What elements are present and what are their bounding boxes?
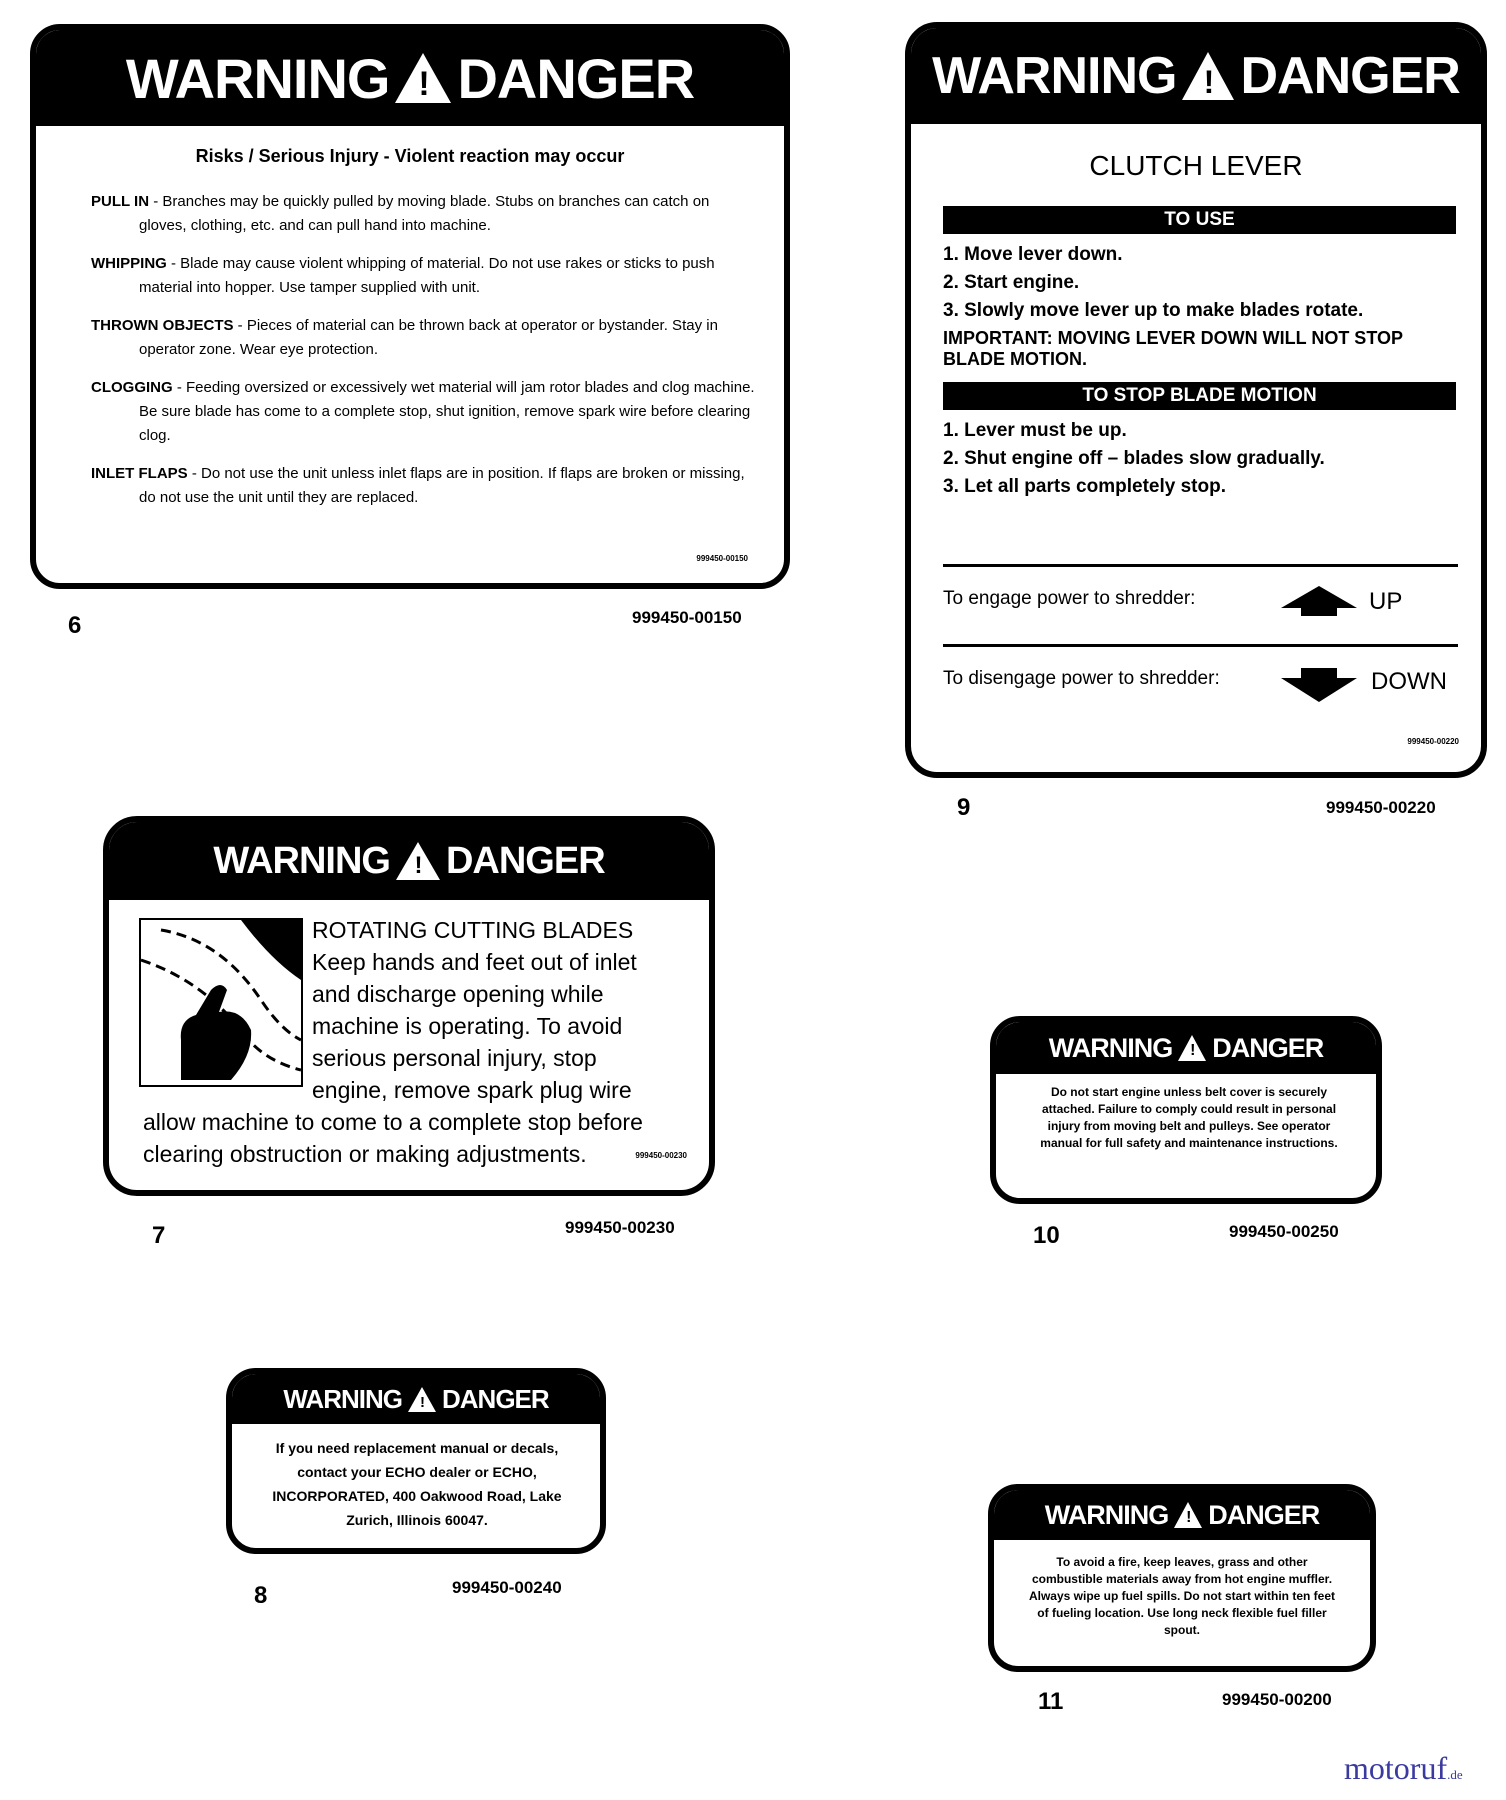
warning-text: WARNING [1048, 1032, 1173, 1063]
watermark-tld: .de [1447, 1767, 1463, 1782]
hazard-item: INLET FLAPS - Do not use the unit unless inlet flaps are in position. If flaps are broken or missing, do not use the unit until they are replaced. [91, 465, 745, 506]
part-number-6: 999450-00150 [632, 608, 742, 627]
watermark-brand: motoruf [1344, 1750, 1448, 1786]
decal-9-code: 999450-00220 [1407, 737, 1459, 746]
decal-11-header [994, 1490, 1370, 1540]
watermark-logo [1344, 1750, 1463, 1787]
decal-7-text-right [312, 914, 637, 1106]
warning-triangle-icon: ! [1182, 52, 1234, 100]
stop-step: 2. Shut engine off – blades slow gradually. [943, 448, 1325, 469]
warning-text: WARNING [1044, 1499, 1169, 1530]
warning-text: WARNING [932, 47, 1177, 105]
decal-10-text: Do not start engine unless belt cover is securely attached. Failure to comply could result in personal injury from moving belt and pulleys. See operator manual for full safety and maintenance instructions. [1040, 1085, 1338, 1150]
hazard-item: CLOGGING - Feeding oversized or excessively wet material will jam rotor blades and clog machine. Be sure blade has come to a complete stop, shut ignition, remove spark wire before clearing clog. [91, 379, 755, 444]
clutch-lever-title: CLUTCH LEVER [1089, 150, 1303, 181]
part-number-7: 999450-00230 [565, 1218, 675, 1237]
decal-11 [988, 1484, 1376, 1672]
text-line: serious personal injury, stop [312, 1045, 597, 1071]
hazard-item: PULL IN - Branches may be quickly pulled by moving blade. Stubs on branches can catch on gloves, clothing, etc. and can pull hand into machine. [91, 193, 710, 234]
text-line: Keep hands and feet out of inlet [312, 949, 637, 975]
decal-9-instructions [943, 206, 1456, 504]
text-line: clearing obstruction or making adjustments. [143, 1141, 587, 1167]
disengage-text: To disengage power to shredder: [943, 668, 1220, 689]
warning-triangle-icon: ! [1174, 1502, 1202, 1528]
decal-6-subtitle: Risks / Serious Injury - Violent reaction may occur [195, 146, 625, 166]
callout-number-8: 8 [254, 1582, 268, 1609]
text-line: ROTATING CUTTING BLADES [312, 917, 634, 943]
text-line: and discharge opening while [312, 981, 604, 1007]
decal-7-text-full [143, 1106, 643, 1170]
decal-8-text: If you need replacement manual or decals, contact your ECHO dealer or ECHO, INCORPORATED, 400 Oakwood Road, Lake Zurich, Illinois 60047. [272, 1440, 562, 1528]
callout-number-6: 6 [68, 612, 82, 639]
decal-9-header [911, 28, 1481, 124]
warning-triangle-icon: ! [396, 842, 440, 880]
hand-blade-pictogram-icon [139, 918, 303, 1087]
warning-text: WARNING [125, 46, 390, 110]
part-number-11: 999450-00200 [1222, 1690, 1332, 1709]
divider [943, 644, 1458, 647]
danger-text: DANGER [1208, 1499, 1320, 1530]
hazard-item: THROWN OBJECTS - Pieces of material can be thrown back at operator or bystander. Stay in operator zone. Wear eye protection. [91, 317, 718, 358]
text-line: machine is operating. To avoid [312, 1013, 623, 1039]
callout-number-9: 9 [957, 794, 971, 821]
danger-text: DANGER [442, 1383, 549, 1414]
callout-number-7: 7 [152, 1222, 166, 1249]
callout-number-11: 11 [1038, 1688, 1064, 1715]
part-number-8: 999450-00240 [452, 1578, 562, 1597]
warning-text: WARNING [283, 1383, 402, 1414]
up-label: UP [1369, 588, 1403, 615]
part-number-9: 999450-00220 [1326, 798, 1436, 817]
use-step: 1. Move lever down. [943, 244, 1123, 265]
to-use-bar: TO USE [943, 206, 1456, 234]
stop-step: 3. Let all parts completely stop. [943, 476, 1226, 497]
decal-6-hazards [91, 190, 761, 524]
up-arrow-icon [1281, 586, 1357, 613]
decal-7 [103, 816, 715, 1196]
down-arrow-icon [1281, 678, 1357, 707]
use-step: 3. Slowly move lever up to make blades rotate. [943, 300, 1364, 321]
decal-7-header [109, 822, 709, 900]
engage-text: To engage power to shredder: [943, 588, 1196, 609]
hazard-item: WHIPPING - Blade may cause violent whipping of material. Do not use rakes or sticks to push material into hopper. Use tamper supplied with unit. [91, 255, 715, 296]
divider [943, 564, 1458, 567]
warning-triangle-icon: ! [408, 1387, 436, 1412]
text-line: engine, remove spark plug wire [312, 1077, 632, 1103]
decal-6 [30, 24, 790, 589]
warning-triangle-icon: ! [395, 53, 451, 103]
stop-step: 1. Lever must be up. [943, 420, 1127, 441]
decal-8 [226, 1368, 606, 1554]
decal-11-text: To avoid a fire, keep leaves, grass and other combustible materials away from hot engine muffler. Always wipe up fuel spills. Do not start within ten feet of fueling location. Use long neck flexible fuel filler spout. [1028, 1555, 1336, 1637]
decal-6-code: 999450-00150 [696, 554, 748, 563]
stop-blade-bar: TO STOP BLADE MOTION [943, 382, 1456, 410]
decal-9 [905, 22, 1487, 778]
danger-text: DANGER [445, 839, 605, 882]
decal-8-header [232, 1374, 600, 1424]
danger-text: DANGER [1212, 1032, 1324, 1063]
decal-6-header [36, 30, 784, 126]
danger-text: DANGER [457, 46, 695, 110]
decal-7-code: 999450-00230 [635, 1151, 687, 1160]
callout-number-10: 10 [1033, 1222, 1060, 1249]
down-label: DOWN [1371, 668, 1447, 695]
decal-10 [990, 1016, 1382, 1204]
warning-text: WARNING [213, 839, 390, 882]
danger-text: DANGER [1240, 47, 1460, 105]
text-line: allow machine to come to a complete stop before [143, 1109, 643, 1135]
decal-10-header [996, 1022, 1376, 1074]
warning-triangle-icon: ! [1178, 1035, 1206, 1061]
important-note: IMPORTANT: MOVING LEVER DOWN WILL NOT STOP BLADE MOTION. [943, 328, 1403, 369]
part-number-10: 999450-00250 [1229, 1222, 1339, 1241]
use-step: 2. Start engine. [943, 272, 1080, 293]
